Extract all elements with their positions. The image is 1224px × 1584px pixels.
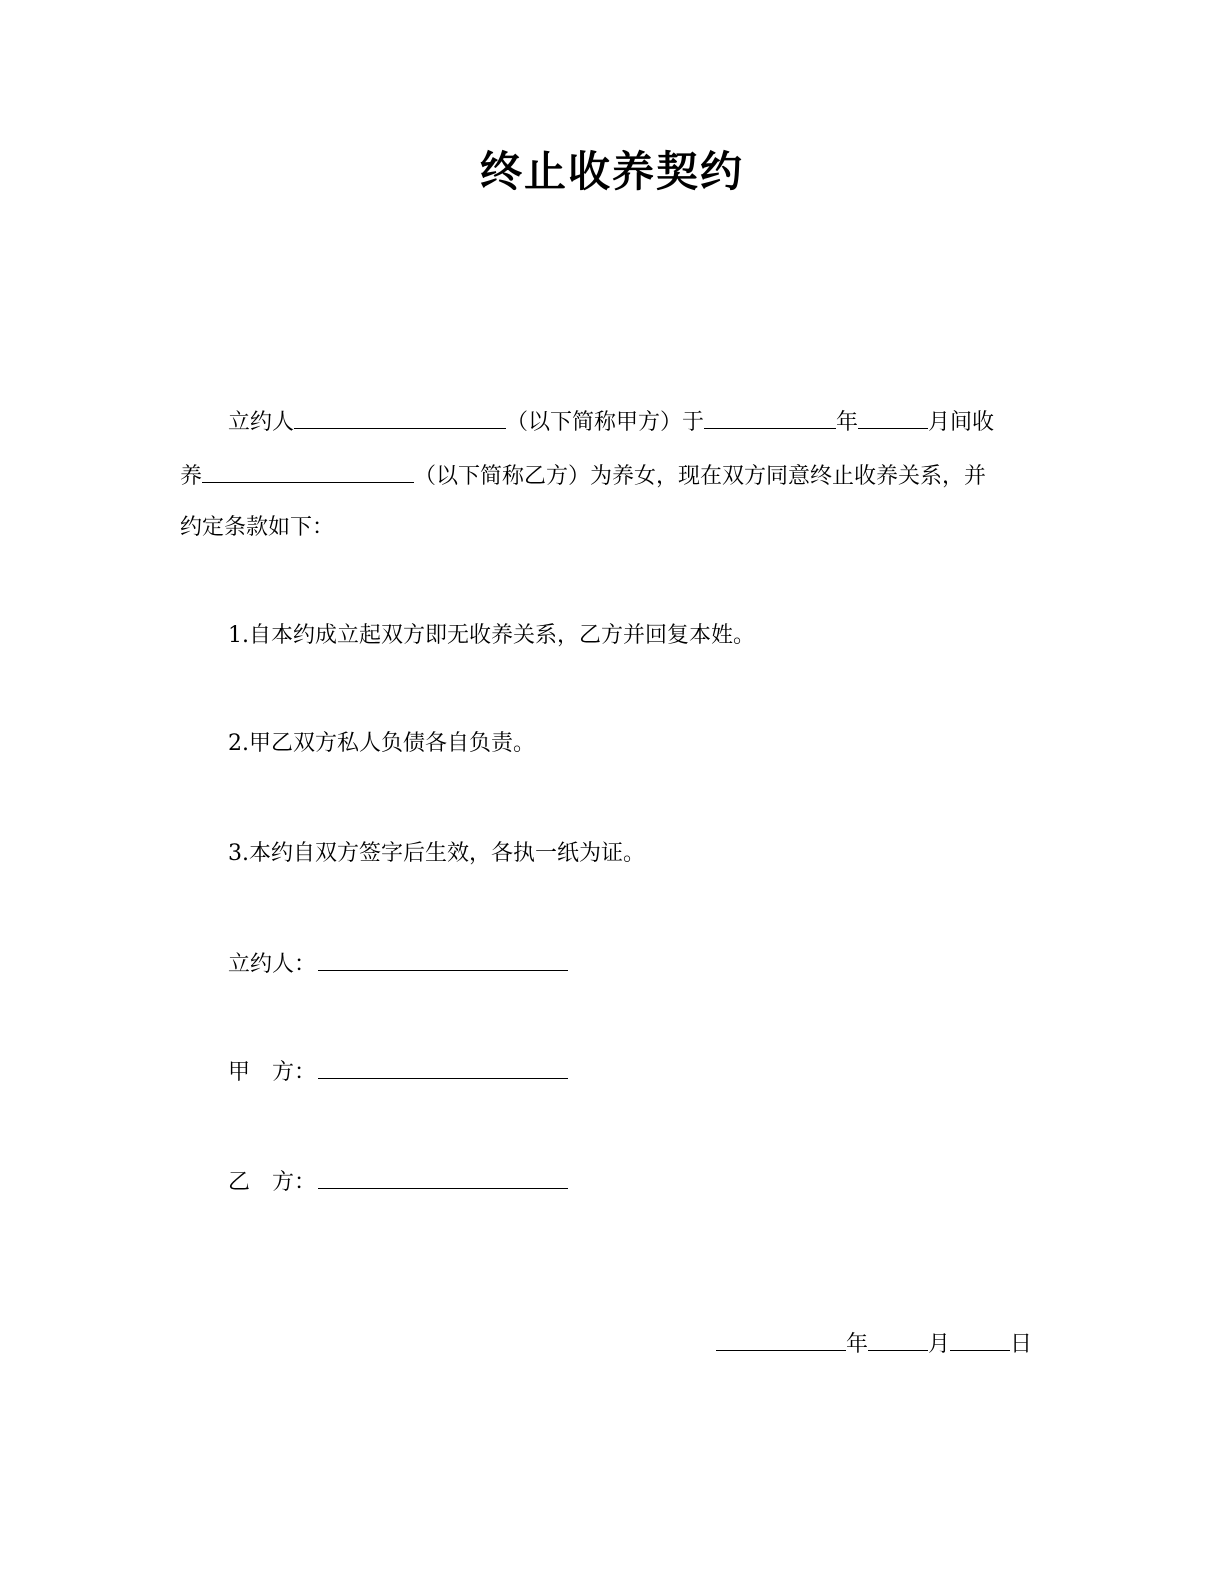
- year-blank: [704, 404, 836, 429]
- intro-text: 养: [180, 464, 203, 489]
- signature-blank: [318, 946, 568, 971]
- party-b-name-blank: [202, 458, 414, 483]
- signature-label: 乙 方：: [228, 1170, 317, 1195]
- clause-2: 2.甲乙双方私人负债各自负责。: [228, 731, 535, 756]
- clause-1: 1.自本约成立起双方即无收养关系，乙方并回复本姓。: [228, 623, 755, 648]
- signature-party-b: [228, 1164, 568, 1199]
- signature-label: 立约人：: [228, 952, 317, 977]
- intro-line-2: [180, 458, 986, 493]
- intro-text: （以下简称甲方）于: [506, 410, 705, 435]
- intro-text: （以下简称乙方）为养女，现在双方同意终止收养关系，并: [414, 464, 987, 489]
- signature-party-a: [228, 1054, 568, 1089]
- signature-signer: [228, 946, 568, 981]
- clause-3: 3.本约自双方签字后生效，各执一纸为证。: [228, 841, 645, 866]
- date-day-label: 日: [1009, 1332, 1032, 1357]
- date-year-label: 年: [845, 1332, 868, 1357]
- date-day-blank: [950, 1326, 1010, 1351]
- document-title: 终止收养契约: [479, 147, 744, 196]
- intro-line-1: [228, 404, 994, 439]
- intro-text: 年: [836, 410, 859, 435]
- intro-text: 月间收: [928, 410, 995, 435]
- month-blank: [858, 404, 928, 429]
- date-month-label: 月: [927, 1332, 950, 1357]
- signature-blank: [318, 1164, 568, 1189]
- party-a-name-blank: [294, 404, 506, 429]
- signature-label: 甲 方：: [228, 1060, 317, 1085]
- date-year-blank: [716, 1326, 846, 1351]
- intro-text: 立约人: [228, 410, 295, 435]
- intro-line-3: 约定条款如下：: [180, 515, 335, 540]
- date-month-blank: [868, 1326, 928, 1351]
- signing-date: [716, 1326, 1032, 1361]
- signature-blank: [318, 1054, 568, 1079]
